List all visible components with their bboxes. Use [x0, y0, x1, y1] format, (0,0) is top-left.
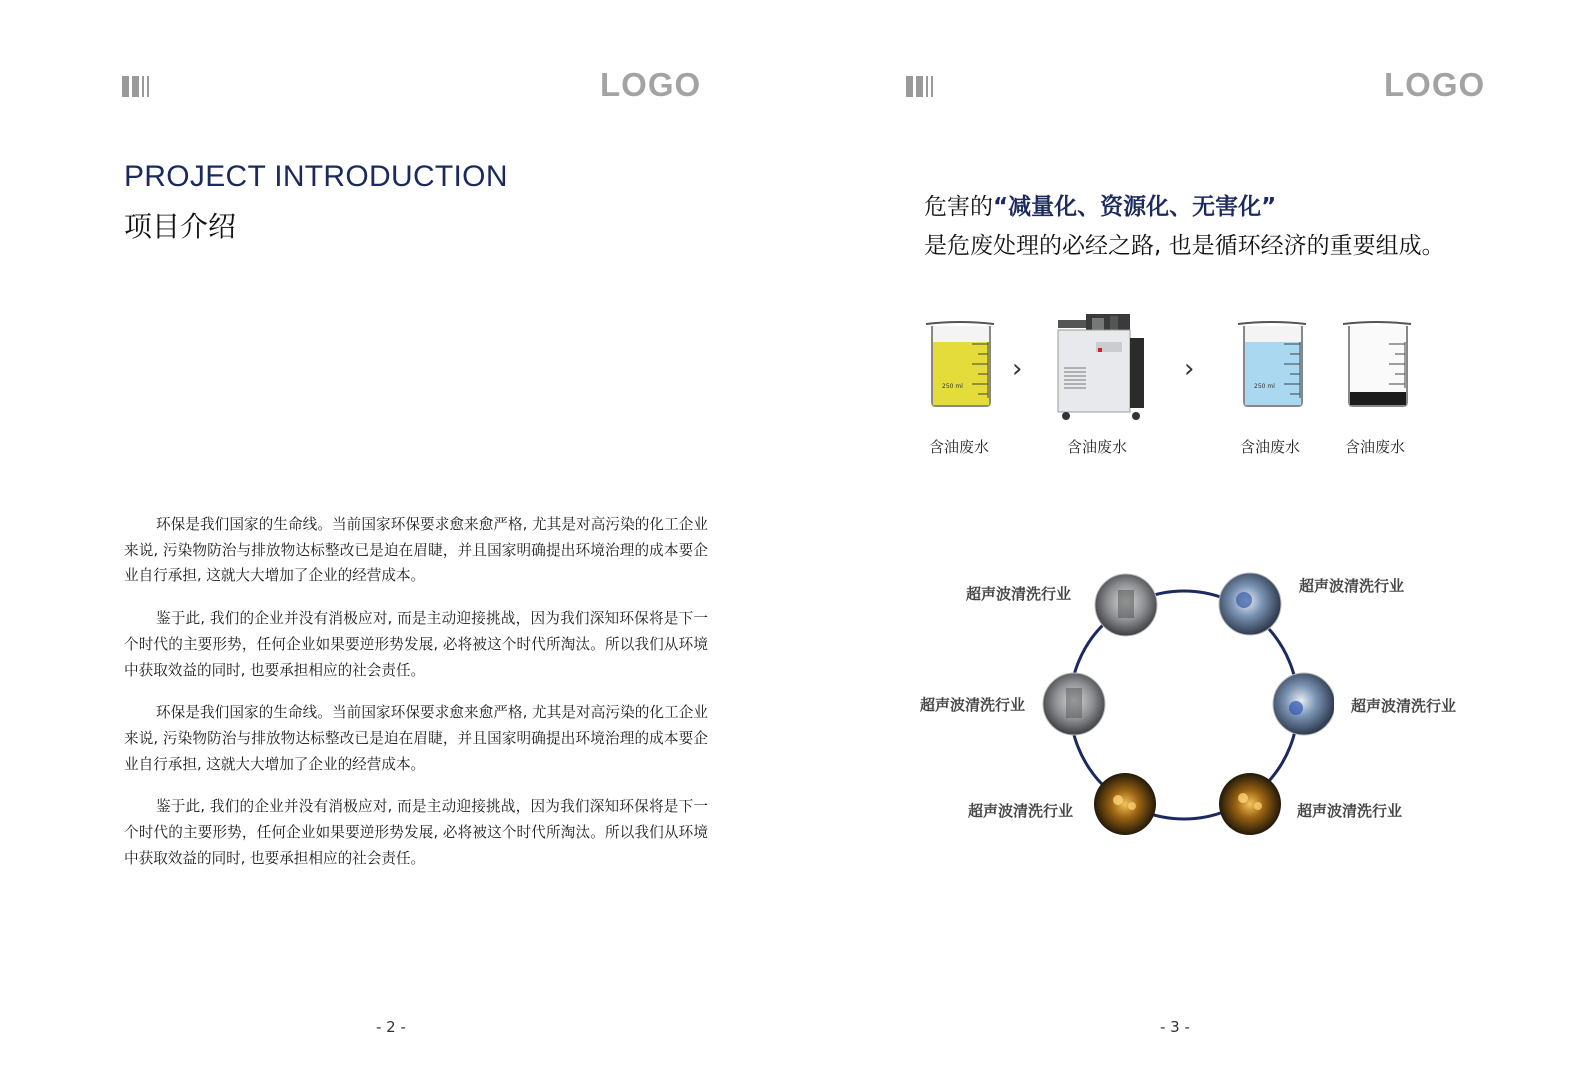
ring-label: 超声波清洗行业	[1299, 577, 1405, 595]
flow-label: 含油废水	[1345, 438, 1406, 456]
logo: LOGO	[600, 66, 702, 103]
ring-node-photo	[1219, 773, 1281, 835]
logo: LOGO	[1384, 66, 1486, 103]
chevron-right-icon: ›	[1184, 354, 1195, 384]
headline-prefix: 危害的	[924, 194, 993, 220]
blue-beaker-icon	[1234, 318, 1312, 410]
ring-label: 超声波清洗行业	[920, 696, 1026, 714]
industry-ring-diagram	[1034, 560, 1334, 860]
page-title-en: PROJECT INTRODUCTION	[124, 160, 508, 193]
yellow-beaker-icon	[922, 318, 1000, 410]
paragraph: 鉴于此, 我们的企业并没有消极应对, 而是主动迎接挑战，因为我们深知环保将是下一个时代的主要形势，任何企业如果要逆形势发展, 必将被这个时代所淘汰。所以我们从环境中获取效益的同时, 也要承担相应的社会责任。	[124, 610, 708, 679]
brand-mark-icon	[122, 76, 152, 97]
ring-label: 超声波清洗行业	[1297, 802, 1403, 820]
ring-node-photo	[1273, 673, 1334, 735]
page-number: - 3 -	[1160, 1018, 1190, 1036]
chevron-right-icon: ›	[1012, 354, 1023, 384]
flow-label: 含油废水	[1067, 438, 1128, 456]
ring-label: 超声波清洗行业	[1351, 697, 1457, 715]
ring-node-photo	[1219, 573, 1281, 635]
beaker-volume-mark: 250 ml	[1254, 383, 1275, 390]
right-page	[794, 0, 1588, 1077]
ring-node-photo	[1095, 574, 1157, 636]
treatment-machine-icon	[1056, 312, 1148, 422]
paragraph: 鉴于此, 我们的企业并没有消极应对, 而是主动迎接挑战，因为我们深知环保将是下一个时代的主要形势，任何企业如果要逆形势发展, 必将被这个时代所淘汰。所以我们从环境中获取效益的同时, 也要承担相应的社会责任。	[124, 798, 708, 867]
ring-label: 超声波清洗行业	[966, 585, 1072, 603]
ring-node-photo	[1094, 773, 1156, 835]
page-title-cn: 项目介绍	[124, 210, 237, 243]
intro-body	[124, 512, 708, 888]
beaker-volume-mark: 250 ml	[942, 383, 963, 390]
headline-line2: 是危废处理的必经之路, 也是循环经济的重要组成。	[924, 233, 1445, 259]
ring-label: 超声波清洗行业	[968, 802, 1074, 820]
headline	[924, 188, 1445, 266]
headline-highlight: “减量化、资源化、无害化”	[993, 194, 1277, 220]
brand-mark-icon	[906, 76, 936, 97]
sediment-beaker-icon	[1339, 318, 1417, 410]
paragraph: 环保是我们国家的生命线。当前国家环保要求愈来愈严格, 尤其是对高污染的化工企业来说, 污染物防治与排放物达标整改已是迫在眉睫，并且国家明确提出环境治理的成本要企业自行承担, 这就大大增加了企业的经营成本。	[124, 516, 708, 585]
flow-label: 含油废水	[1240, 438, 1301, 456]
page-number: - 2 -	[376, 1018, 406, 1036]
ring-node-photo	[1043, 673, 1105, 735]
paragraph: 环保是我们国家的生命线。当前国家环保要求愈来愈严格, 尤其是对高污染的化工企业来说, 污染物防治与排放物达标整改已是迫在眉睫，并且国家明确提出环境治理的成本要企业自行承担, 这就大大增加了企业的经营成本。	[124, 704, 708, 773]
flow-label: 含油废水	[929, 438, 990, 456]
